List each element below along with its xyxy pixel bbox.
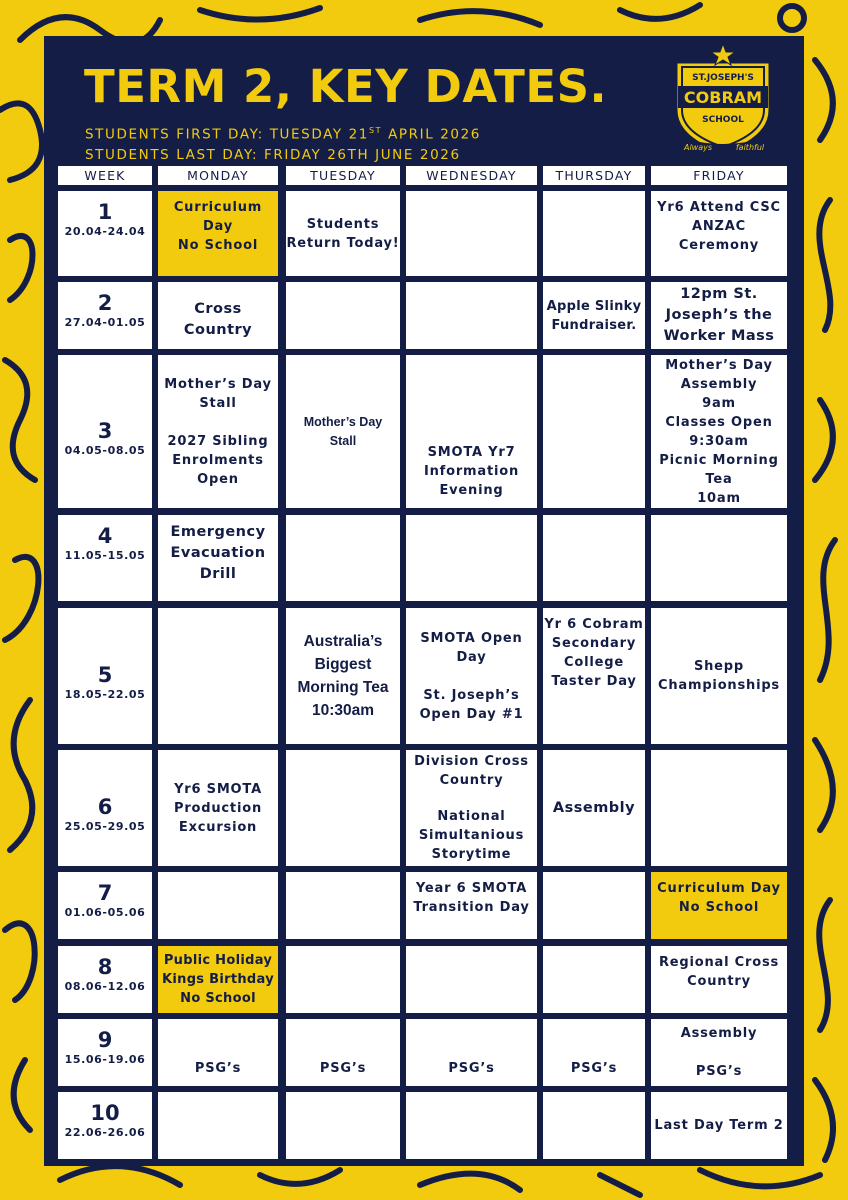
- event-text: SMOTA Yr7: [427, 445, 516, 460]
- event-text: Public Holiday: [163, 953, 273, 968]
- event-text: Open: [197, 471, 239, 487]
- event-text: Tea: [705, 471, 733, 487]
- week-number: 1: [97, 200, 113, 224]
- event-cell-week10-tuesday: [286, 1092, 400, 1159]
- event-text: Championships: [658, 678, 780, 693]
- event-text: Emergency: [170, 524, 266, 540]
- event-cell-week6-wednesday: [406, 750, 537, 866]
- event-text: Classes Open: [665, 414, 773, 430]
- event-cell-week1-wednesday: [406, 191, 537, 276]
- column-header-wednesday: WEDNESDAY: [406, 166, 537, 185]
- event-text: Australia’s: [303, 633, 383, 650]
- event-text: National: [437, 809, 506, 824]
- event-text: Fundraiser.: [551, 317, 637, 333]
- event-text: 10:30am: [311, 702, 375, 719]
- event-text: Evacuation: [170, 545, 266, 561]
- event-cell-week4-monday: [158, 515, 278, 601]
- week-dates: 15.06-19.06: [64, 1053, 146, 1066]
- week-dates: 04.05-08.05: [64, 443, 146, 457]
- event-text: Assembly: [680, 376, 758, 392]
- event-cell-week10-monday: [158, 1092, 278, 1159]
- event-cell-week8-wednesday: [406, 946, 537, 1013]
- event-text: St. Joseph’s: [423, 687, 520, 703]
- event-text: Drill: [199, 566, 237, 582]
- event-cell-week2-monday: [158, 282, 278, 349]
- event-text: SMOTA Open: [420, 630, 523, 646]
- event-text: Curriculum: [173, 200, 263, 215]
- week-number: 9: [97, 1028, 113, 1052]
- week-cell-7: [58, 872, 152, 939]
- event-text: Apple Slinky: [546, 298, 642, 314]
- event-text: Production: [174, 800, 262, 816]
- week-number: 10: [90, 1101, 120, 1125]
- event-text: PSG’s: [570, 1061, 618, 1076]
- event-cell-week9-thursday: [543, 1019, 645, 1086]
- event-text: 10am: [697, 490, 741, 506]
- event-cell-week7-friday: [651, 872, 787, 939]
- event-cell-week2-tuesday: [286, 282, 400, 349]
- event-text: Last Day Term 2: [654, 1118, 784, 1133]
- event-cell-week4-tuesday: [286, 515, 400, 601]
- event-cell-week9-wednesday: [406, 1019, 537, 1086]
- event-cell-week5-monday: [158, 608, 278, 744]
- event-text: Mother’s Day: [164, 376, 272, 392]
- event-text: Information: [423, 464, 520, 479]
- event-text: Enrolments: [172, 452, 264, 468]
- event-cell-week9-monday: [158, 1019, 278, 1086]
- event-text: Year 6 SMOTA: [415, 881, 528, 896]
- event-text: Excursion: [178, 819, 258, 835]
- event-text: PSG’s: [448, 1061, 495, 1076]
- event-text: Simultanious: [418, 828, 525, 843]
- page-title: TERM 2, KEY DATES.: [84, 60, 608, 113]
- svg-text:COBRAM: COBRAM: [683, 88, 763, 107]
- week-number: 8: [97, 955, 113, 979]
- event-cell-week10-thursday: [543, 1092, 645, 1159]
- event-text: Curriculum Day: [657, 881, 781, 896]
- event-cell-week8-friday: [651, 946, 787, 1013]
- event-text: Open Day #1: [419, 706, 524, 722]
- event-text: Kings Birthday: [162, 972, 274, 987]
- event-cell-week4-friday: [651, 515, 787, 601]
- event-cell-week4-thursday: [543, 515, 645, 601]
- event-text: Assembly: [680, 1026, 758, 1041]
- event-text: Joseph’s the: [665, 307, 773, 323]
- event-cell-week10-wednesday: [406, 1092, 537, 1159]
- event-text: Morning Tea: [297, 679, 389, 696]
- week-cell-6: [58, 750, 152, 866]
- event-text: College: [564, 655, 624, 670]
- svg-text:ST.JOSEPH'S: ST.JOSEPH'S: [692, 73, 754, 83]
- event-cell-week6-thursday: [543, 750, 645, 866]
- event-cell-week2-friday: [651, 282, 787, 349]
- week-cell-5: [58, 608, 152, 744]
- event-cell-week7-monday: [158, 872, 278, 939]
- week-number: 7: [97, 881, 113, 905]
- event-cell-week3-friday: [651, 355, 787, 508]
- event-text: Worker Mass: [663, 328, 775, 344]
- week-dates: 11.05-15.05: [64, 549, 146, 562]
- event-text: Taster Day: [551, 674, 637, 689]
- event-text: Regional Cross: [658, 955, 780, 970]
- event-cell-week7-wednesday: [406, 872, 537, 939]
- event-cell-week1-tuesday: [286, 191, 400, 276]
- week-number: 2: [97, 291, 113, 315]
- event-cell-week2-wednesday: [406, 282, 537, 349]
- event-cell-week8-monday: [158, 946, 278, 1013]
- event-cell-week6-tuesday: [286, 750, 400, 866]
- event-text: Return Today!: [286, 235, 400, 251]
- column-header-week: WEEK: [58, 166, 152, 185]
- event-text: Biggest: [314, 656, 372, 673]
- event-cell-week4-wednesday: [406, 515, 537, 601]
- event-text: Mother’s Day: [665, 357, 773, 373]
- event-text: No School: [180, 991, 256, 1006]
- event-text: 9am: [702, 395, 736, 411]
- event-text: Country: [687, 974, 751, 989]
- last-day-text: STUDENTS LAST DAY: FRIDAY 26TH JUNE 2026: [85, 147, 461, 163]
- event-cell-week7-tuesday: [286, 872, 400, 939]
- week-dates: 08.06-12.06: [64, 980, 146, 993]
- event-text: Ceremony: [678, 238, 760, 253]
- event-cell-week3-wednesday: [406, 355, 537, 508]
- event-text: Transition Day: [413, 900, 530, 915]
- event-text: Assembly: [552, 799, 636, 816]
- event-cell-week6-monday: [158, 750, 278, 866]
- week-dates: 27.04-01.05: [64, 316, 146, 329]
- event-text: PSG’s: [319, 1061, 367, 1076]
- week-number: 4: [97, 524, 113, 548]
- event-text: Students: [306, 216, 380, 232]
- event-text: 2027 Sibling: [167, 433, 269, 449]
- column-header-friday: FRIDAY: [651, 166, 787, 185]
- event-text: Division Cross: [414, 754, 529, 769]
- event-text: No School: [678, 900, 760, 915]
- event-cell-week3-thursday: [543, 355, 645, 508]
- event-cell-week1-thursday: [543, 191, 645, 276]
- event-cell-week5-thursday: [543, 608, 645, 744]
- event-cell-week1-friday: [651, 191, 787, 276]
- event-text: Storytime: [431, 847, 512, 862]
- event-text: Yr6 SMOTA: [174, 781, 262, 797]
- week-number: 5: [97, 663, 113, 687]
- event-cell-week1-monday: [158, 191, 278, 276]
- week-cell-4: [58, 515, 152, 601]
- event-text: Evening: [439, 483, 504, 498]
- event-cell-week5-wednesday: [406, 608, 537, 744]
- event-text: PSG’s: [695, 1064, 743, 1079]
- event-cell-week5-tuesday: [286, 608, 400, 744]
- column-header-tuesday: TUESDAY: [286, 166, 400, 185]
- event-cell-week2-thursday: [543, 282, 645, 349]
- event-text: Stall: [329, 433, 357, 448]
- event-text: Country: [183, 322, 253, 338]
- event-text: Day: [456, 649, 487, 665]
- week-cell-10: [58, 1092, 152, 1159]
- week-cell-9: [58, 1019, 152, 1086]
- event-text: Yr 6 Cobram: [544, 617, 644, 632]
- week-cell-2: [58, 282, 152, 349]
- week-number: 3: [97, 418, 113, 443]
- event-text: Picnic Morning: [659, 452, 779, 468]
- event-text: Yr6 Attend CSC: [657, 200, 781, 215]
- week-number: 6: [97, 795, 113, 819]
- event-text: Shepp: [693, 659, 745, 674]
- event-text: 12pm St.: [680, 286, 758, 302]
- event-cell-week5-friday: [651, 608, 787, 744]
- event-text: Day: [202, 219, 234, 234]
- event-cell-week10-friday: [651, 1092, 787, 1159]
- event-text: No School: [177, 238, 259, 253]
- event-text: 9:30am: [689, 433, 749, 449]
- week-dates: 18.05-22.05: [64, 688, 146, 701]
- event-text: Country: [439, 773, 504, 788]
- week-cell-1: [58, 191, 152, 276]
- first-day-text: STUDENTS FIRST DAY: TUESDAY 21ST APRIL 2026: [85, 126, 481, 143]
- svg-text:SCHOOL: SCHOOL: [702, 115, 744, 125]
- week-dates: 01.06-05.06: [64, 906, 146, 919]
- event-cell-week3-monday: [158, 355, 278, 508]
- event-text: PSG’s: [194, 1061, 242, 1076]
- event-text: Mother’s Day: [303, 414, 383, 429]
- event-cell-week9-tuesday: [286, 1019, 400, 1086]
- event-text: Cross: [194, 301, 242, 317]
- column-header-thursday: THURSDAY: [543, 166, 645, 185]
- event-cell-week8-tuesday: [286, 946, 400, 1013]
- event-text: ANZAC: [692, 219, 746, 234]
- svg-text:Always: Always: [683, 143, 713, 152]
- event-cell-week3-tuesday: [286, 355, 400, 508]
- week-dates: 20.04-24.04: [64, 225, 146, 238]
- column-header-monday: MONDAY: [158, 166, 278, 185]
- event-cell-week9-friday: [651, 1019, 787, 1086]
- week-dates: 25.05-29.05: [64, 820, 146, 833]
- event-cell-week8-thursday: [543, 946, 645, 1013]
- week-cell-3: [58, 355, 152, 508]
- week-cell-8: [58, 946, 152, 1013]
- event-cell-week7-thursday: [543, 872, 645, 939]
- week-dates: 22.06-26.06: [64, 1126, 146, 1139]
- svg-text:faithful: faithful: [735, 143, 765, 152]
- event-text: Stall: [199, 395, 237, 411]
- event-cell-week6-friday: [651, 750, 787, 866]
- event-text: Secondary: [551, 636, 637, 651]
